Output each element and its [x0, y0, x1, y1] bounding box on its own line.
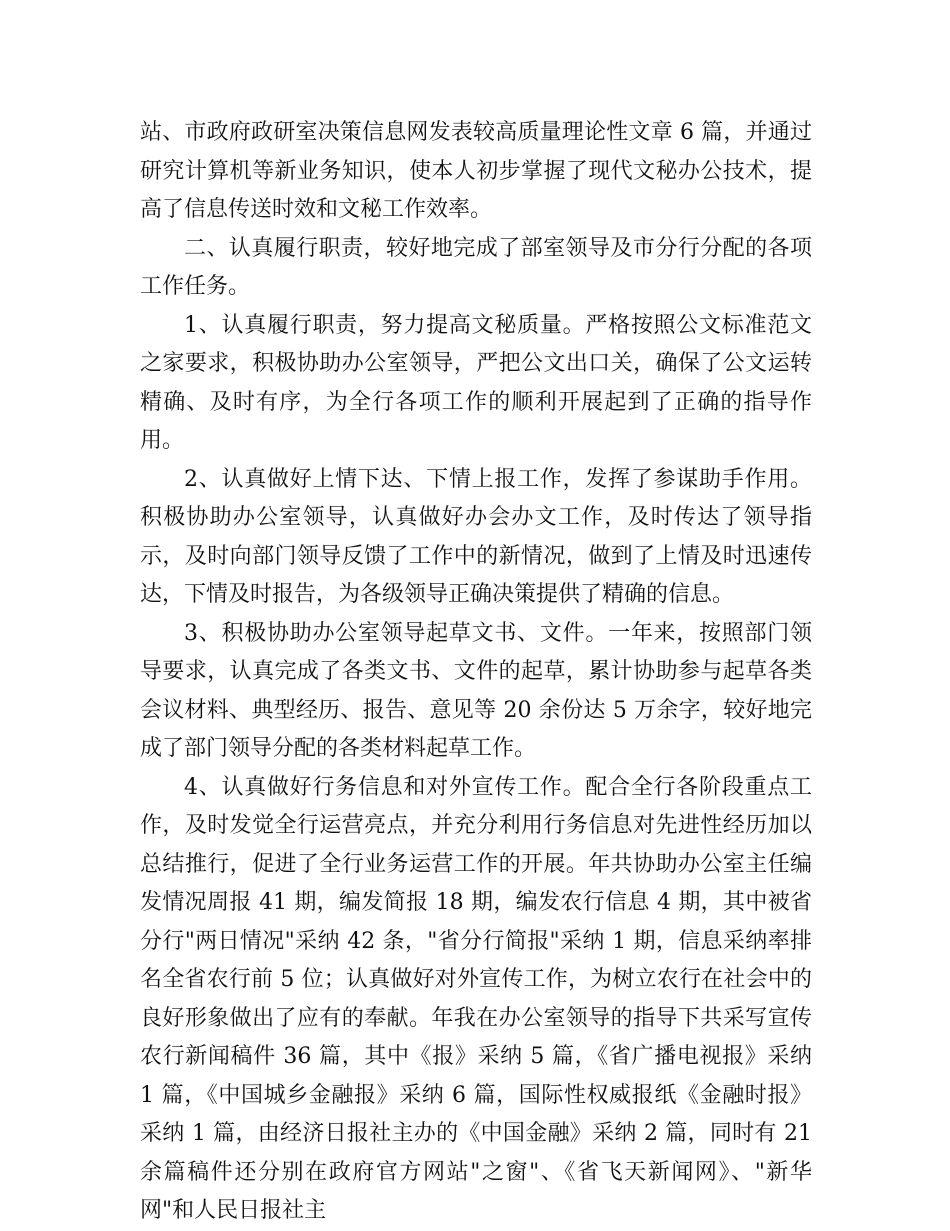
paragraph-6: 4、认真做好行务信息和对外宣传工作。配合全行各阶段重点工作，及时发觉全行运营亮点，并充分利用行务信息对先进性经历加以总结推行，促进了全行业务运营工作的开展。年共协助办公室主任编发情况周报 41 期，编发简报 18 期，编发农行信息 4 期，其中被省分行"两日情况"采纳 42 条，"省分行简报"采纳 1 期，信息采纳率排名全省农行前 5 位；认真做好对外宣传工作，为树立农行在社会中的良好形象做出了应有的奉献。年我在办公室领导的指导下共采写宣传农行新闻稿件 36 篇，其中《报》采纳 5 篇，《省广播电视报》采纳 1 篇，《中国城乡金融报》采纳 6 篇，国际性权威报纸《金融时报》采纳 1 篇，由经济日报社主办的《中国金融》采纳 2 篇，同时有 21 余篇稿件还分别在政府官方网站"之窗"、《省飞天新闻网》、"新华网"和人民日报社主 — [140, 774, 812, 1223]
document-body — [140, 114, 812, 1231]
paragraph-5: 3、积极协助办公室领导起草文书、文件。一年来，按照部门领导要求，认真完成了各类文书、文件的起草，累计协助参与起草各类会议材料、典型经历、报告、意见等 20 余份达 5 万余字，较好地完成了部门领导分配的各类材料起草工作。 — [140, 620, 812, 761]
paragraph-1: 站、市政府政研室决策信息网发表较高质量理论性文章 6 篇，并通过研究计算机等新业务知识，使本人初步掌握了现代文秘办公技术，提高了信息传送时效和文秘工作效率。 — [140, 120, 812, 222]
paragraph-2: 二、认真履行职责，较好地完成了部室领导及市分行分配的各项工作任务。 — [140, 235, 812, 299]
paragraph-4: 2、认真做好上情下达、下情上报工作，发挥了参谋助手作用。积极协助办公室领导，认真做好办会办文工作，及时传达了领导指示，及时向部门领导反馈了工作中的新情况，做到了上情及时迅速传达，下情及时报告，为各级领导正确决策提供了精确的信息。 — [140, 466, 812, 607]
paragraph-3: 1、认真履行职责，努力提高文秘质量。严格按照公文标准范文之家要求，积极协助办公室领导，严把公文出口关，确保了公文运转精确、及时有序，为全行各项工作的顺利开展起到了正确的指导作用。 — [140, 312, 812, 453]
